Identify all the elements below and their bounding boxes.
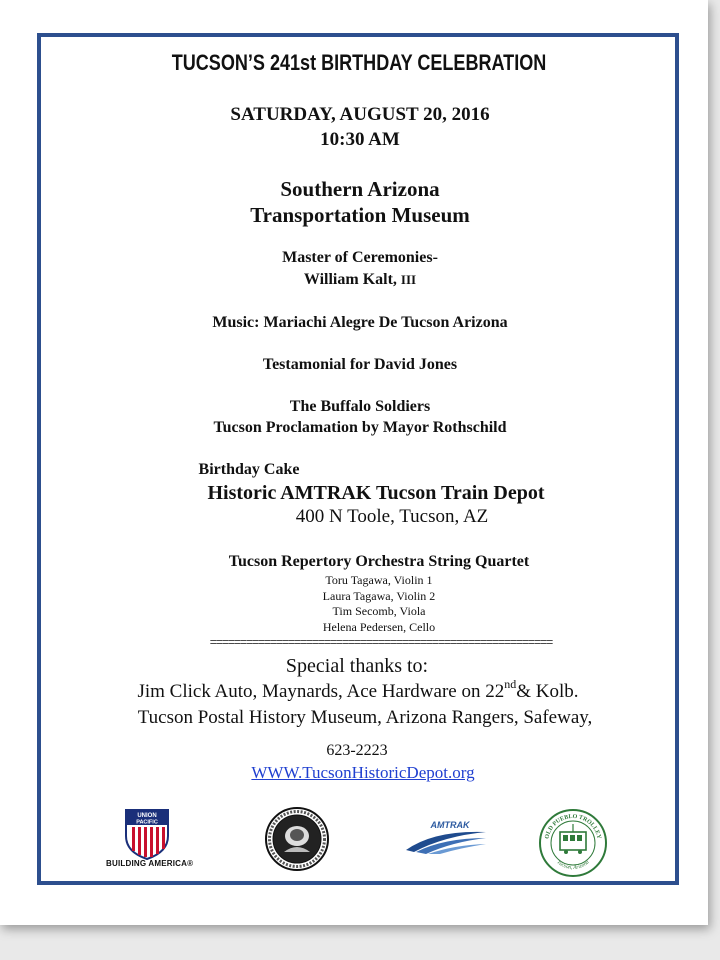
ordinal-suffix: nd bbox=[504, 677, 517, 691]
thanks-line-1-start: Jim Click Auto, Maynards, Ace Hardware on 22 bbox=[137, 681, 505, 702]
orchestra-name: Tucson Repertory Orchestra String Quartet bbox=[228, 553, 530, 570]
amtrak-logo bbox=[404, 818, 488, 854]
thanks-heading: Special thanks to: bbox=[285, 655, 429, 677]
depot-line: Historic AMTRAK Tucson Train Depot bbox=[207, 482, 545, 504]
amtrak-wordmark: AMTRAK bbox=[430, 820, 470, 830]
music-line: Music: Mariachi Alegre De Tucson Arizona bbox=[212, 314, 508, 331]
address-line: 400 N Toole, Tucson, AZ bbox=[295, 506, 489, 527]
event-time: 10:30 AM bbox=[320, 129, 400, 150]
union-pacific-top-text: UNION bbox=[137, 813, 157, 819]
proclamation-line: Tucson Proclamation by Mayor Rothschild bbox=[213, 419, 507, 436]
cake-text: Birthday Cake bbox=[198, 461, 300, 478]
mc-label: Master of Ceremonies- bbox=[282, 249, 438, 266]
union-pacific-logo bbox=[124, 806, 170, 860]
thanks-line-1 bbox=[0, 677, 718, 703]
trolley-top-text: OLD PUEBLO TROLLEY bbox=[544, 813, 602, 840]
cake-line bbox=[0, 461, 716, 479]
buffalo-soldiers-line: The Buffalo Soldiers bbox=[289, 398, 431, 415]
mc-name-line bbox=[0, 271, 720, 289]
trolley-bottom-text: Tucson, Arizona bbox=[555, 859, 591, 872]
union-pacific-bottom-text: PACIFIC bbox=[136, 819, 158, 826]
orchestra-member: Helena Pedersen, Cello bbox=[322, 620, 436, 634]
mc-name: William Kalt, bbox=[303, 271, 401, 288]
thanks-line-2: Tucson Postal History Museum, Arizona Rangers, Safeway, bbox=[137, 707, 593, 728]
union-pacific-caption: BUILDING AMERICA® bbox=[106, 859, 194, 868]
website-link[interactable]: WWW.TucsonHistoricDepot.org bbox=[251, 763, 475, 782]
mc-suffix: III bbox=[400, 272, 417, 287]
testimonial-line: Testamonial for David Jones bbox=[262, 356, 458, 373]
buffalo-soldiers-seal-icon bbox=[264, 806, 330, 872]
orchestra-member: Toru Tagawa, Violin 1 bbox=[325, 573, 433, 587]
venue-line-2: Transportation Museum bbox=[250, 203, 470, 227]
orchestra-member: Tim Secomb, Viola bbox=[332, 604, 426, 618]
event-date: SATURDAY, AUGUST 20, 2016 bbox=[230, 104, 490, 125]
thanks-line-1-end: & Kolb. bbox=[516, 681, 579, 702]
orchestra-member: Laura Tagawa, Violin 2 bbox=[322, 589, 436, 603]
separator-line: ========================================================= bbox=[209, 635, 553, 649]
event-title: TUCSON’S 241st BIRTHDAY CELEBRATION bbox=[171, 50, 547, 75]
phone-number: 623-2223 bbox=[326, 742, 388, 759]
venue-line-1: Southern Arizona bbox=[280, 177, 440, 201]
old-pueblo-trolley-logo bbox=[538, 808, 608, 878]
